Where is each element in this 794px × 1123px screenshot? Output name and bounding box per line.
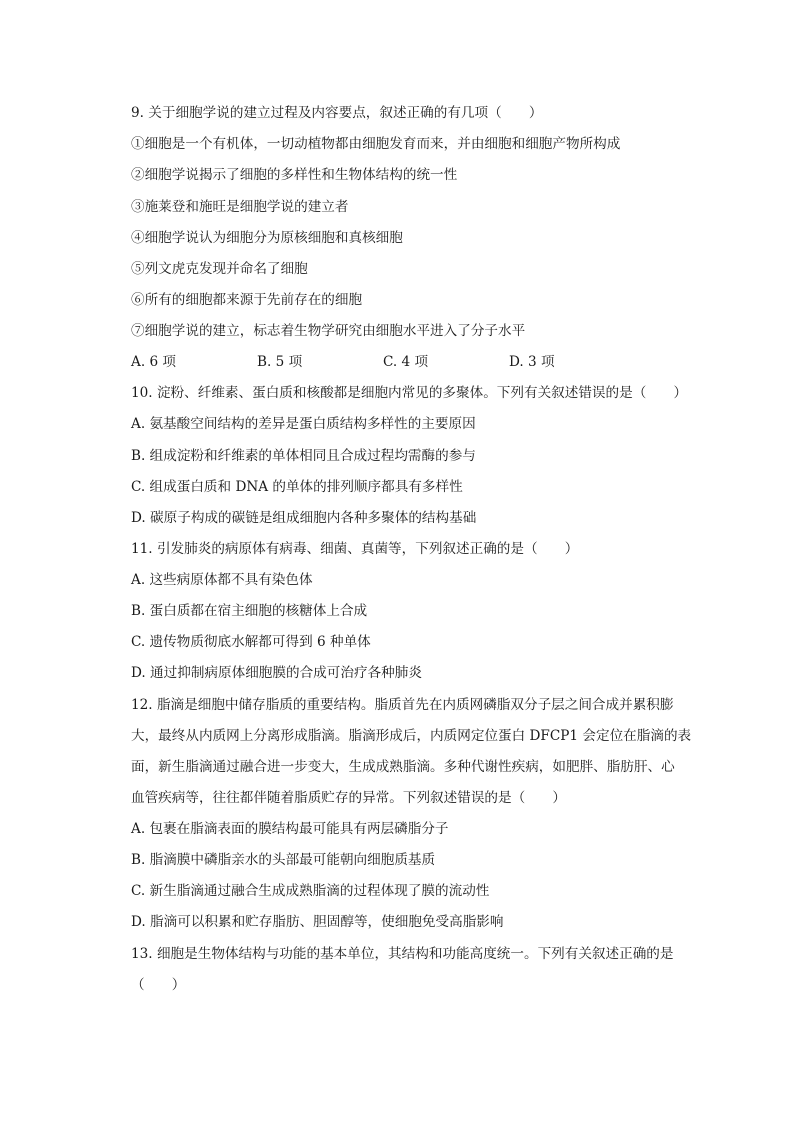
q9-option-c: C. 4 项 — [383, 354, 429, 370]
q12-option-d: D. 脂滴可以积累和贮存脂肪、胆固醇等，使细胞免受高脂影响 — [131, 914, 504, 930]
q12-stem-line-2: 大，最终从内质网上分离形成脂滴。脂滴形成后，内质网定位蛋白 DFCP1 会定位在脂滴的表 — [131, 728, 692, 744]
q12-option-b: B. 脂滴膜中磷脂亲水的头部最可能朝向细胞质基质 — [131, 852, 436, 868]
q9-stem: 9. 关于细胞学说的建立过程及内容要点，叙述正确的有几项（ ） — [131, 105, 543, 121]
q9-option-a: A. 6 项 — [131, 354, 177, 370]
q9-item-2: ②细胞学说揭示了细胞的多样性和生物体结构的统一性 — [131, 167, 458, 183]
q10-option-c: C. 组成蛋白质和 DNA 的单体的排列顺序都具有多样性 — [131, 479, 463, 495]
q9-item-6: ⑥所有的细胞都来源于先前存在的细胞 — [131, 292, 363, 308]
q12-option-a: A. 包裹在脂滴表面的膜结构最可能具有两层磷脂分子 — [131, 821, 449, 837]
q11-option-c: C. 遗传物质彻底水解都可得到 6 种单体 — [131, 634, 371, 650]
q9-option-b: B. 5 项 — [257, 354, 303, 370]
q10-option-d: D. 碳原子构成的碳链是组成细胞内各种多聚体的结构基础 — [131, 510, 477, 526]
q13-stem-line-1: 13. 细胞是生物体结构与功能的基本单位，其结构和功能高度统一。下列有关叙述正确的是 — [131, 946, 674, 962]
q12-stem-line-4: 血管疾病等，往往都伴随着脂质贮存的异常。下列叙述错误的是（ ） — [131, 790, 566, 806]
q11-option-d: D. 通过抑制病原体细胞膜的合成可治疗各种肺炎 — [131, 665, 422, 681]
q12-stem-line-3: 面，新生脂滴通过融合进一步变大，生成成熟脂滴。多种代谢性疾病，如肥胖、脂肪肝、心 — [131, 759, 675, 775]
q9-options — [131, 352, 691, 372]
q12-option-c: C. 新生脂滴通过融合生成成熟脂滴的过程体现了膜的流动性 — [131, 883, 490, 899]
q9-item-4: ④细胞学说认为细胞分为原核细胞和真核细胞 — [131, 230, 403, 246]
q12-stem-line-1: 12. 脂滴是细胞中储存脂质的重要结构。脂质首先在内质网磷脂双分子层之间合成并累积膨 — [131, 697, 674, 713]
q9-item-7: ⑦细胞学说的建立，标志着生物学研究由细胞水平进入了分子水平 — [131, 323, 526, 339]
q9-item-1: ①细胞是一个有机体，一切动植物都由细胞发育而来，并由细胞和细胞产物所构成 — [131, 136, 621, 152]
q11-stem: 11. 引发肺炎的病原体有病毒、细菌、真菌等，下列叙述正确的是（ ） — [131, 541, 579, 557]
q10-stem: 10. 淀粉、纤维素、蛋白质和核酸都是细胞内常见的多聚体。下列有关叙述错误的是（ ） — [131, 385, 688, 401]
q9-item-5: ⑤列文虎克发现并命名了细胞 — [131, 261, 308, 277]
q10-option-b: B. 组成淀粉和纤维素的单体相同且合成过程均需酶的参与 — [131, 448, 476, 464]
q9-item-3: ③施莱登和施旺是细胞学说的建立者 — [131, 199, 349, 215]
q10-option-a: A. 氨基酸空间结构的差异是蛋白质结构多样性的主要原因 — [131, 416, 476, 432]
q11-option-a: A. 这些病原体都不具有染色体 — [131, 572, 313, 588]
q11-option-b: B. 蛋白质都在宿主细胞的核糖体上合成 — [131, 603, 368, 619]
q9-option-d: D. 3 项 — [509, 354, 555, 370]
q13-stem-line-2: （ ） — [131, 977, 186, 993]
